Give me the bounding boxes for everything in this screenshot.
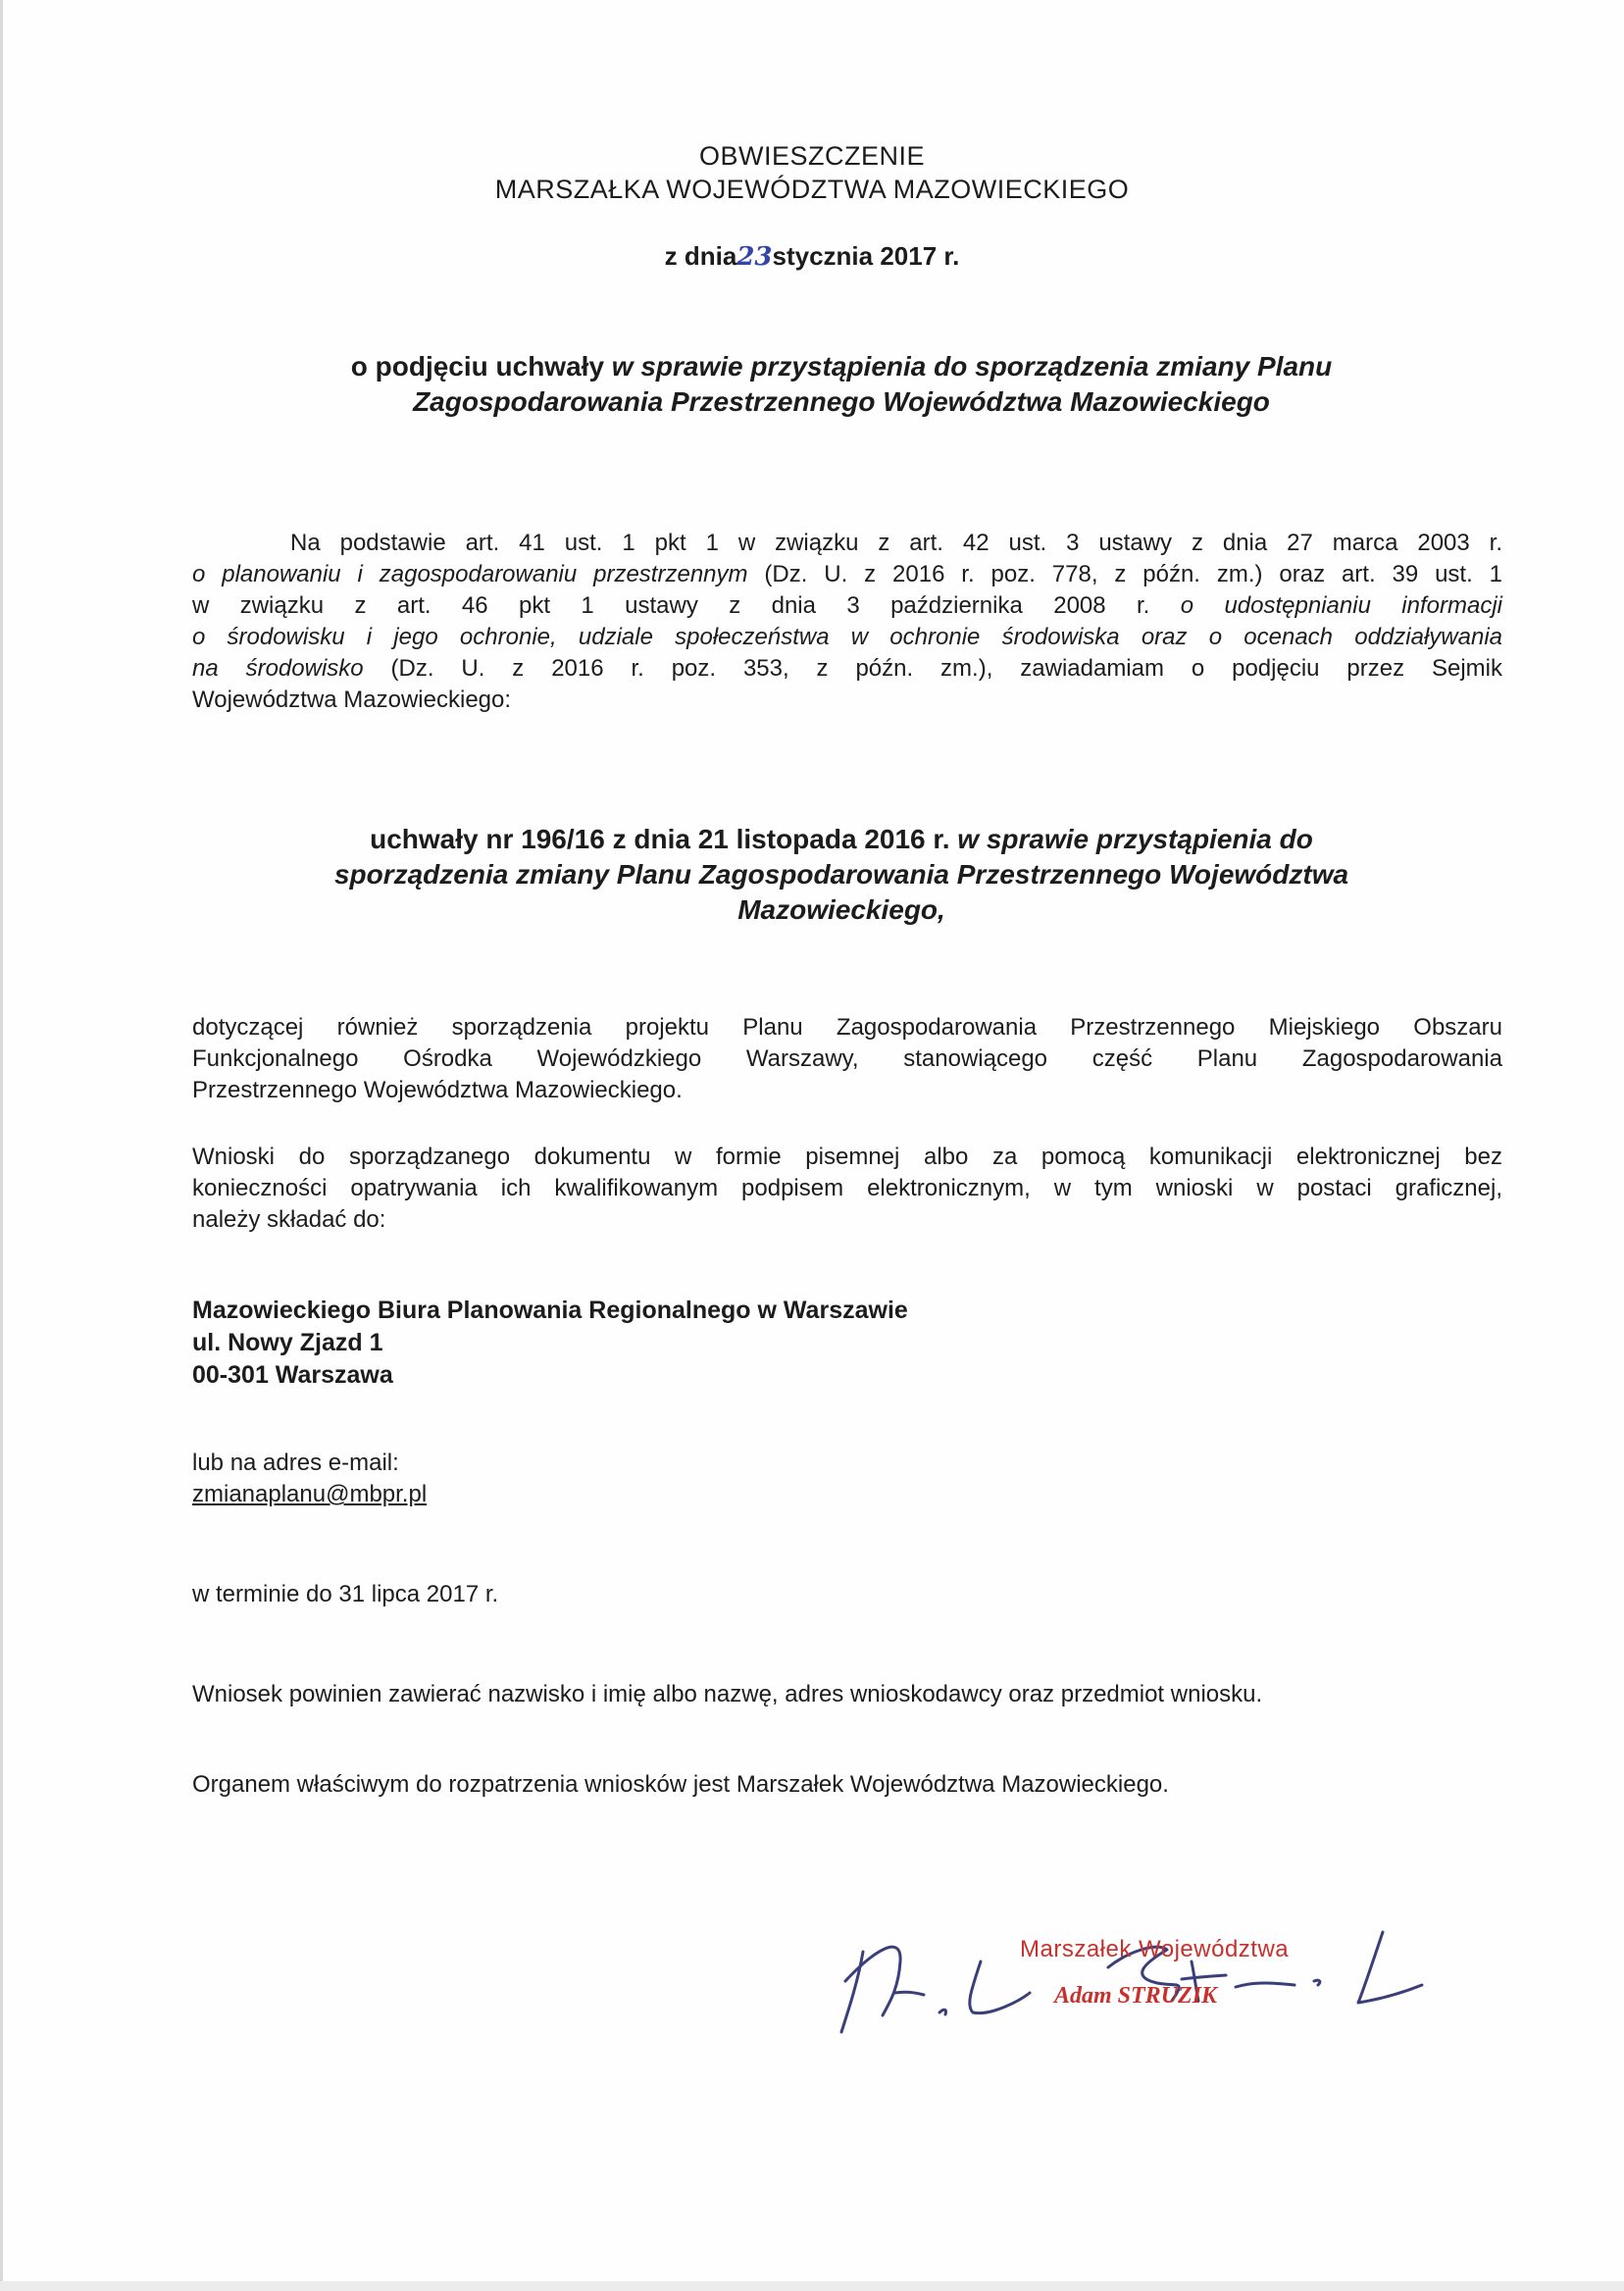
legal-line-2-rest: (Dz. U. z 2016 r. poz. 778, z późn. zm.) oraz art. 39 ust. 1: [747, 561, 1503, 587]
legal-line-6: Województwa Mazowieckiego:: [192, 687, 512, 713]
document-date: [0, 241, 1624, 272]
resolution-line-1: [29, 822, 1624, 857]
deadline: w terminie do 31 lipca 2017 r.: [192, 1581, 499, 1607]
office-address: [192, 1295, 1502, 1392]
p2-line-3: należy składać do:: [192, 1206, 386, 1233]
office-city: 00-301 Warszawa: [192, 1361, 393, 1389]
legal-act-2c: na środowisko: [192, 655, 364, 682]
legal-line-3: [192, 590, 1502, 622]
document-subtitle: MARSZAŁKA WOJEWÓDZTWA MAZOWIECKIEGO: [494, 175, 1130, 204]
p1-line-3: Przestrzennego Województwa Mazowieckiego.: [192, 1077, 683, 1103]
authority: Organem właściwym do rozpatrzenia wniosków jest Marszałek Województwa Mazowieckiego.: [192, 1771, 1169, 1798]
legal-act-2a: o udostępnianiu informacji: [1180, 592, 1502, 619]
subject-plain: o podjęciu uchwały: [350, 351, 612, 382]
legal-act-1: o planowaniu i zagospodarowaniu przestrzennym: [192, 561, 748, 587]
legal-line-5: [192, 653, 1502, 685]
subject-italic-1: w sprawie przystąpienia do sporządzenia zmiany Planu: [611, 351, 1333, 382]
scan-edge-left: [0, 0, 3, 2291]
office-street: ul. Nowy Zjazd 1: [192, 1329, 383, 1356]
requirements: Wniosek powinien zawierać nazwisko i imię albo nazwę, adres wnioskodawcy oraz przedmiot wniosku.: [192, 1681, 1263, 1707]
legal-line-1: Na podstawie art. 41 ust. 1 pkt 1 w związku z art. 42 ust. 3 ustawy z dnia 27 marca 2003 r.: [290, 530, 1502, 556]
legal-line-2: [192, 559, 1502, 590]
resolution-italic-1: w sprawie przystąpienia do: [957, 824, 1313, 854]
subject-line-1: [29, 349, 1624, 384]
resolution-line-3: Mazowieckiego,: [737, 894, 945, 925]
stamp-title: Marszałek Województwa: [1020, 1936, 1290, 1962]
p1-line-2: Funkcjonalnego Ośrodka Wojewódzkiego Warszawy, stanowiącego część Planu Zagospodarowania: [192, 1045, 1502, 1072]
email-label: lub na adres e-mail:: [192, 1450, 399, 1476]
handwritten-day: 23: [736, 242, 773, 272]
resolution-line-2: sporządzenia zmiany Planu Zagospodarowania Przestrzennego Województwa: [333, 859, 1349, 890]
legal-line-5-rest: (Dz. U. z 2016 r. poz. 353, z późn. zm.), zawiadamiam o podjęciu przez Sejmik: [363, 655, 1502, 682]
document-title: OBWIESZCZENIE: [698, 141, 925, 171]
p2-line-2: konieczności opatrywania ich kwalifikowanym podpisem elektronicznym, w tym wnioski w postaci graficznej,: [192, 1175, 1502, 1201]
resolution-number: uchwały nr 196/16 z dnia 21 listopada 2016 r.: [370, 824, 958, 854]
legal-basis-paragraph: [192, 528, 1502, 716]
date-suffix: stycznia 2017 r.: [772, 241, 960, 271]
scan-edge-bottom: [0, 2281, 1624, 2291]
legal-line-4: o środowisku i jego ochronie, udziale społeczeństwa w ochronie środowiska oraz o ocenach oddziaływania: [192, 624, 1502, 650]
body-paragraph-2: [192, 1142, 1502, 1236]
p2-line-1: Wnioski do sporządzanego dokumentu w formie pisemnej albo za pomocą komunikacji elektronicznej bez: [192, 1144, 1502, 1170]
email-link[interactable]: zmianaplanu@mbpr.pl: [192, 1481, 428, 1507]
body-paragraph-1: [192, 1012, 1502, 1106]
p1-line-1: dotyczącej również sporządzenia projektu Planu Zagospodarowania Przestrzennego Miejskiego Obszaru: [192, 1014, 1502, 1041]
stamp-name: Adam STRUZIK: [1054, 1983, 1218, 2009]
legal-line-3-plain: w związku z art. 46 pkt 1 ustawy z dnia 3 października 2008 r.: [192, 592, 1181, 619]
subject-line-2: Zagospodarowania Przestrzennego Województwa Mazowieckiego: [413, 386, 1270, 417]
office-name: Mazowieckiego Biura Planowania Regionalnego w Warszawie: [192, 1297, 908, 1324]
email-block: [192, 1448, 1502, 1510]
date-prefix: z dnia: [664, 241, 737, 271]
